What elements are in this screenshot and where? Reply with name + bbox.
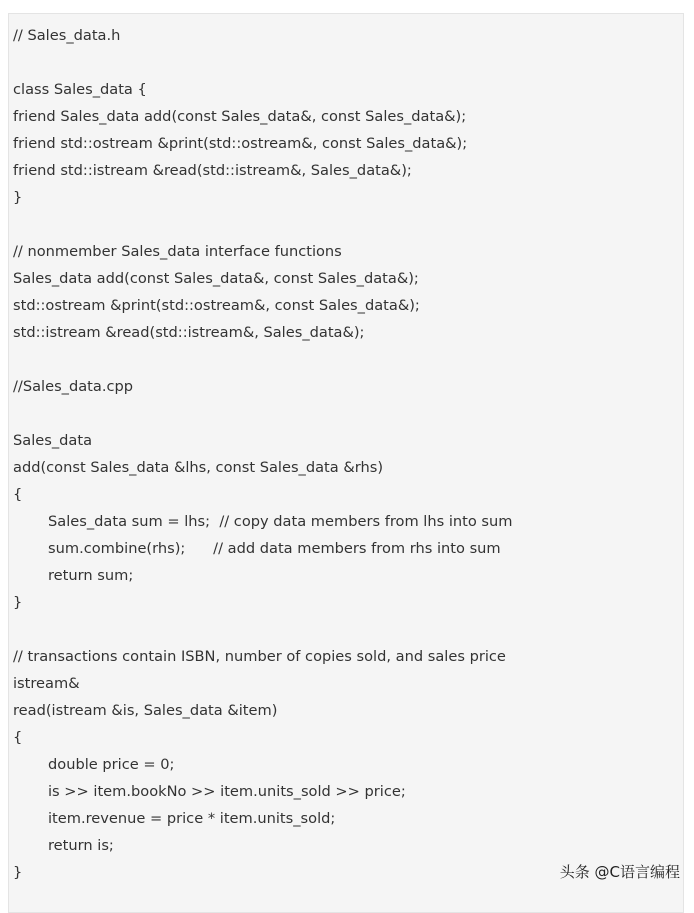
code-line: }	[13, 594, 23, 611]
code-line: friend Sales_data add(const Sales_data&, const Sales_data&);	[13, 108, 467, 125]
code-line	[13, 346, 513, 373]
code-line: friend std::istream &read(std::istream&, Sales_data&);	[13, 162, 412, 179]
code-line: {	[13, 486, 23, 503]
code-line: // Sales_data.h	[13, 27, 121, 44]
code-line: friend std::ostream &print(std::ostream&, const Sales_data&);	[13, 135, 468, 152]
code-block	[8, 13, 684, 913]
code-line: Sales_data add(const Sales_data&, const Sales_data&);	[13, 270, 419, 287]
code-line: Sales_data	[13, 432, 93, 449]
code-line	[13, 49, 513, 76]
code-line: }	[13, 864, 23, 881]
code-line: read(istream &is, Sales_data &item)	[13, 702, 278, 719]
code-line: }	[13, 189, 23, 206]
watermark: 头条 @C语言编程	[559, 863, 680, 881]
code-line: add(const Sales_data &lhs, const Sales_data &rhs)	[13, 459, 384, 476]
code-line	[13, 211, 513, 238]
code-line: // transactions contain ISBN, number of copies sold, and sales price	[13, 648, 506, 665]
code-line: {	[13, 729, 23, 746]
code-line	[13, 616, 513, 643]
code-line: return is;	[48, 837, 114, 854]
code-line: Sales_data sum = lhs; // copy data members from lhs into sum	[48, 513, 513, 530]
code-line: double price = 0;	[48, 756, 175, 773]
code-line: return sum;	[48, 567, 134, 584]
code-line: std::ostream &print(std::ostream&, const Sales_data&);	[13, 297, 420, 314]
code-lines	[13, 22, 513, 886]
code-line: // nonmember Sales_data interface functions	[13, 243, 342, 260]
code-line	[13, 400, 513, 427]
code-line: is >> item.bookNo >> item.units_sold >> price;	[48, 783, 406, 800]
code-line: //Sales_data.cpp	[13, 378, 134, 395]
code-line: sum.combine(rhs); // add data members from rhs into sum	[48, 540, 501, 557]
code-line: class Sales_data {	[13, 81, 147, 98]
code-line: std::istream &read(std::istream&, Sales_data&);	[13, 324, 365, 341]
code-line: item.revenue = price * item.units_sold;	[48, 810, 336, 827]
code-line: istream&	[13, 675, 80, 692]
